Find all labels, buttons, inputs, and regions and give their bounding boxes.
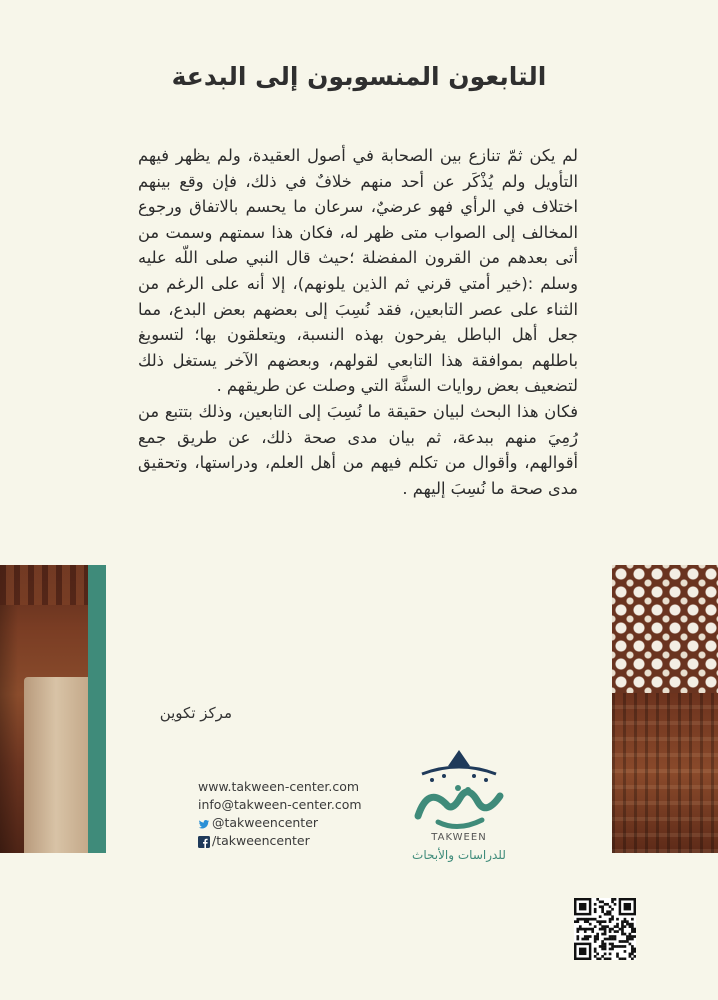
paragraph-1: لم يكن ثمّ تنازع بين الصحابة في أصول العقيدة، ولم يظهر فيهم التأويل ولم يُذْكَر عن أحد منهم خلافٌ في ذلك، فإن وقع بينهم اختلاف في الرأي فهو عرضيٌ، سرعان ما يحسم بالاتفاق ورجوع المخالف إلى الصواب متى ظهر له، فكان هذا سمتهم وسمت من أتى بعدهم من القرون المفضلة ؛حيث قال النبي صلى اللّه عليه وسلم :(خير أمتي قرني ثم الذين يلونهم)، إلا أنه على الرغم من الثناء على عصر التابعين، فقد نُسِبَ إلى بعضهم بعض البدع، مما جعل أهل الباطل يفرحون بهذه النسبة، ويتعلقون بها؛ لتسويغ باطلهم بموافقة هذا التابعي لقولهم، وبعضهم الآخر يستغل ذلك لتضعيف بعض روايات السنَّة التي وصلت عن طريقهم .	[138, 146, 578, 396]
website-link[interactable]	[198, 778, 388, 796]
body-text	[138, 143, 578, 501]
logo-mark-icon	[408, 746, 510, 836]
website-text[interactable]: www.takween-center.com	[198, 779, 360, 794]
signature: مركز تكوين	[159, 704, 232, 722]
email-link[interactable]	[198, 796, 388, 814]
twitter-link[interactable]	[198, 814, 388, 832]
decorative-lattice-image	[612, 565, 718, 853]
arch-detail	[0, 565, 88, 605]
logo-arabic-tagline: للدراسات والأبحاث	[412, 848, 506, 862]
pillar-shape	[24, 677, 88, 853]
contact-info	[198, 778, 388, 850]
wood-carving	[612, 693, 718, 853]
page-title: التابعون المنسوبون إلى البدعة	[171, 62, 547, 91]
email-text[interactable]: info@takween-center.com	[198, 797, 362, 812]
twitter-icon	[198, 817, 210, 829]
facebook-icon	[198, 835, 210, 847]
facebook-handle[interactable]: /takweencenter	[212, 833, 310, 848]
facebook-link[interactable]	[198, 832, 388, 850]
decorative-pillar-image	[0, 565, 88, 853]
teal-accent-strip	[88, 565, 106, 853]
twitter-handle[interactable]: @takweencenter	[212, 815, 319, 830]
lattice-window	[612, 565, 718, 693]
paragraph-2: فكان هذا البحث لبيان حقيقة ما نُسِبَ إلى التابعين، وذلك بتتبع من رُمِيَ منهم ببدعة، ثم بيان مدى صحة ذلك، عن طريق جمع أقوالهم، وأقوال من تكلم فيهم من أهل العلم، ودراستها، وتحقيق مدى صحة ما نُسِبَ إليهم .	[138, 401, 578, 498]
logo-english-name: TAKWEEN	[431, 832, 487, 843]
qr-code-icon[interactable]	[574, 898, 636, 960]
